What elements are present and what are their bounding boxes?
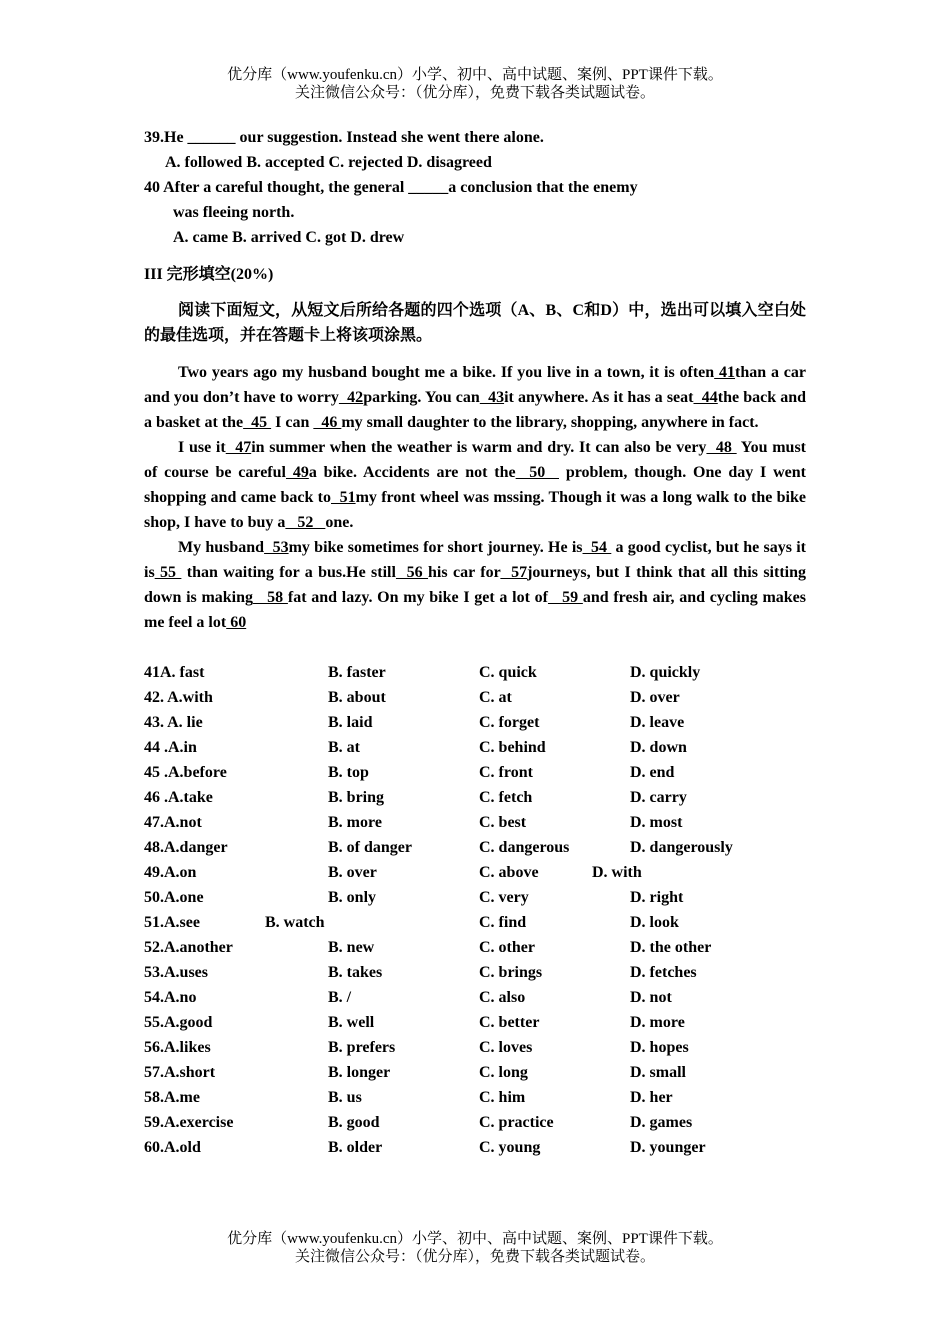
option-c: C. find xyxy=(479,914,527,931)
option-row xyxy=(144,935,806,960)
passage-text: a good cyclist, but he says it is xyxy=(144,539,810,581)
option-row xyxy=(144,885,806,910)
option-row xyxy=(144,1085,806,1110)
question-39-options: A. followed B. accepted C. rejected D. disagreed xyxy=(165,154,492,171)
option-d: D. fetches xyxy=(630,964,697,981)
blank-number: 44 xyxy=(693,389,718,406)
option-a: 49.A.on xyxy=(144,864,197,881)
option-d: D. down xyxy=(630,739,687,756)
blank-number: 47 xyxy=(225,439,252,456)
blank-number: 52 xyxy=(285,514,326,531)
option-d: D. end xyxy=(630,764,675,781)
option-row xyxy=(144,660,806,685)
option-row xyxy=(144,735,806,760)
blank-number: 42 xyxy=(338,389,364,406)
blank-number: 45 xyxy=(243,414,272,431)
option-d: D. with xyxy=(592,864,642,881)
option-b: B. takes xyxy=(328,964,383,981)
header-line-1: 优分库（www.youfenku.cn）小学、初中、高中试题、案例、PPT课件下载。 xyxy=(227,67,723,83)
question-40-stem: 40 After a careful thought, the general _____a conclusion that the enemy xyxy=(144,179,638,196)
blank-number: 46 xyxy=(313,414,342,431)
option-b: B. faster xyxy=(328,664,386,681)
option-a: 47.A.not xyxy=(144,814,202,831)
option-a: 46 .A.take xyxy=(144,789,213,806)
option-a: 44 .A.in xyxy=(144,739,197,756)
option-a: 54.A.no xyxy=(144,989,197,1006)
option-c: C. loves xyxy=(479,1039,533,1056)
passage-text: fat and lazy. On my bike I get a lot of xyxy=(287,589,548,606)
option-c: C. young xyxy=(479,1139,541,1156)
passage-paragraph xyxy=(144,535,811,635)
blank-number: 53 xyxy=(264,539,289,556)
answer-options xyxy=(144,660,806,1160)
passage-text: My husband xyxy=(178,539,265,556)
document-body xyxy=(144,125,811,1160)
option-c: C. dangerous xyxy=(479,839,570,856)
option-b: B. at xyxy=(328,739,360,756)
blank-number: 49 xyxy=(285,464,309,481)
option-row xyxy=(144,760,806,785)
passage-text: than a car and you don’t have to worry xyxy=(144,364,811,406)
option-d: D. dangerously xyxy=(630,839,733,856)
option-row xyxy=(144,1135,806,1160)
option-row xyxy=(144,785,806,810)
passage-text: parking. You can xyxy=(363,389,480,406)
option-b: B. only xyxy=(328,889,377,906)
option-b: B. about xyxy=(328,689,386,706)
option-a: 58.A.me xyxy=(144,1089,200,1106)
question-40-options: A. came B. arrived C. got D. drew xyxy=(173,229,405,246)
option-d: D. look xyxy=(630,914,679,931)
option-d: D. more xyxy=(630,1014,685,1031)
question-40-stem-continued: was fleeing north. xyxy=(173,204,295,221)
passage-text: it anywhere. As it has a seat xyxy=(504,389,694,406)
option-a: 51.A.see xyxy=(144,914,200,931)
option-a: 56.A.likes xyxy=(144,1039,211,1056)
option-b: B. more xyxy=(328,814,382,831)
option-c: C. brings xyxy=(479,964,543,981)
option-c: C. front xyxy=(479,764,533,781)
option-row xyxy=(144,810,806,835)
option-c: C. above xyxy=(479,864,539,881)
option-d: D. the other xyxy=(630,939,712,956)
option-b: B. new xyxy=(328,939,375,956)
option-d: D. right xyxy=(630,889,684,906)
option-d: D. younger xyxy=(630,1139,706,1156)
option-c: C. him xyxy=(479,1089,526,1106)
option-row xyxy=(144,860,806,885)
question-39-stem: 39.He ______ our suggestion. Instead she went there alone. xyxy=(144,129,544,146)
passage-text: one. xyxy=(325,514,354,531)
passage-text: the back and a basket at the xyxy=(144,389,811,431)
passage-paragraph xyxy=(144,435,811,535)
option-c: C. practice xyxy=(479,1114,554,1131)
passage-text: my bike sometimes for short journey. He is xyxy=(288,539,583,556)
option-b: B. laid xyxy=(328,714,373,731)
blank-number: 43 xyxy=(479,389,505,406)
footer-line-1: 优分库（www.youfenku.cn）小学、初中、高中试题、案例、PPT课件下载。 xyxy=(227,1231,723,1247)
blank-number: 50 xyxy=(515,464,559,481)
passage-text: his car for xyxy=(428,564,501,581)
option-b: B. / xyxy=(328,989,352,1006)
option-a: 42. A.with xyxy=(144,689,213,706)
option-b: B. watch xyxy=(265,914,325,931)
header-line-2: 关注微信公众号：（优分库），免费下载各类试题试卷。 xyxy=(294,85,655,101)
footer-line-2: 关注微信公众号：（优分库），免费下载各类试题试卷。 xyxy=(294,1249,655,1265)
option-b: B. good xyxy=(328,1114,380,1131)
option-c: C. forget xyxy=(479,714,540,731)
passage-text: a bike. Accidents are not the xyxy=(308,464,516,481)
blank-number: 59 xyxy=(547,589,583,606)
option-d: D. leave xyxy=(630,714,685,731)
option-c: C. better xyxy=(479,1014,540,1031)
option-b: B. us xyxy=(328,1089,362,1106)
option-d: D. games xyxy=(630,1114,693,1131)
option-c: C. fetch xyxy=(479,789,533,806)
option-a: 53.A.uses xyxy=(144,964,209,981)
option-d: D. hopes xyxy=(630,1039,689,1056)
option-b: B. prefers xyxy=(328,1039,396,1056)
option-row xyxy=(144,910,806,935)
passage-text: and fresh air, and cycling makes me feel a lot xyxy=(144,589,811,631)
option-a: 43. A. lie xyxy=(144,714,203,731)
option-row xyxy=(144,835,806,860)
option-b: B. bring xyxy=(328,789,385,806)
option-b: B. of danger xyxy=(328,839,412,856)
passage-text: in summer when the weather is warm and dry. It can also be very xyxy=(251,439,707,456)
option-c: C. long xyxy=(479,1064,528,1081)
section-title: III 完形填空(20%) xyxy=(144,266,274,283)
option-a: 52.A.another xyxy=(144,939,233,956)
cloze-passage xyxy=(144,360,811,635)
option-c: C. at xyxy=(479,689,512,706)
option-a: 48.A.danger xyxy=(144,839,228,856)
passage-text: than waiting for a bus.He still xyxy=(181,564,396,581)
option-a: 41A. fast xyxy=(144,664,205,681)
option-a: 59.A.exercise xyxy=(144,1114,234,1131)
option-row xyxy=(144,960,806,985)
option-a: 50.A.one xyxy=(144,889,204,906)
blank-number: 41 xyxy=(714,364,736,381)
option-b: B. well xyxy=(328,1014,375,1031)
blank-number: 55 xyxy=(154,564,182,581)
option-row xyxy=(144,685,806,710)
option-c: C. other xyxy=(479,939,535,956)
option-d: D. carry xyxy=(630,789,687,806)
option-b: B. longer xyxy=(328,1064,391,1081)
blank-number: 58 xyxy=(253,589,288,606)
blank-number: 56 xyxy=(395,564,429,581)
option-c: C. best xyxy=(479,814,527,831)
option-c: C. very xyxy=(479,889,529,906)
option-row xyxy=(144,1010,806,1035)
passage-text: Two years ago my husband bought me a bike. If you live in a town, it is often xyxy=(178,364,715,381)
page-header xyxy=(0,66,950,102)
page-footer xyxy=(0,1230,950,1266)
passage-text: my small daughter to the library, shopping, anywhere in fact. xyxy=(341,414,759,431)
blank-number: 57 xyxy=(500,564,528,581)
passage-paragraph xyxy=(144,360,811,435)
blank-number: 51 xyxy=(331,489,356,506)
option-d: D. most xyxy=(630,814,683,831)
option-a: 60.A.old xyxy=(144,1139,201,1156)
passage-text: my front wheel was mssing. Though it was a long walk to the bike shop, I have to buy a xyxy=(144,489,810,531)
option-d: D. her xyxy=(630,1089,673,1106)
passage-text: I can xyxy=(271,414,314,431)
section-instructions: 阅读下面短文，从短文后所给各题的四个选项（A、B、C和D）中，选出可以填入空白处的最佳选项，并在答题卡上将该项涂黑。 xyxy=(144,302,806,344)
option-row xyxy=(144,710,806,735)
option-c: C. behind xyxy=(479,739,546,756)
option-a: 57.A.short xyxy=(144,1064,216,1081)
passage-text: You must of course be careful xyxy=(144,439,811,481)
passage-text: I use it xyxy=(178,439,226,456)
option-row xyxy=(144,1060,806,1085)
option-row xyxy=(144,1035,806,1060)
option-row xyxy=(144,1110,806,1135)
option-b: B. older xyxy=(328,1139,383,1156)
blank-number: 48 xyxy=(706,439,737,456)
blank-number: 60 xyxy=(226,614,247,631)
option-row xyxy=(144,985,806,1010)
option-a: 55.A.good xyxy=(144,1014,213,1031)
blank-number: 54 xyxy=(582,539,612,556)
option-b: B. top xyxy=(328,764,369,781)
option-d: D. quickly xyxy=(630,664,701,681)
option-a: 45 .A.before xyxy=(144,764,227,781)
option-d: D. small xyxy=(630,1064,686,1081)
option-d: D. not xyxy=(630,989,672,1006)
option-c: C. quick xyxy=(479,664,537,681)
passage-text: problem, though. One day I went shopping and came back to xyxy=(144,464,811,506)
option-c: C. also xyxy=(479,989,526,1006)
option-b: B. over xyxy=(328,864,377,881)
passage-text: journeys, but I think that all this sitting down is making xyxy=(144,564,810,606)
option-d: D. over xyxy=(630,689,680,706)
